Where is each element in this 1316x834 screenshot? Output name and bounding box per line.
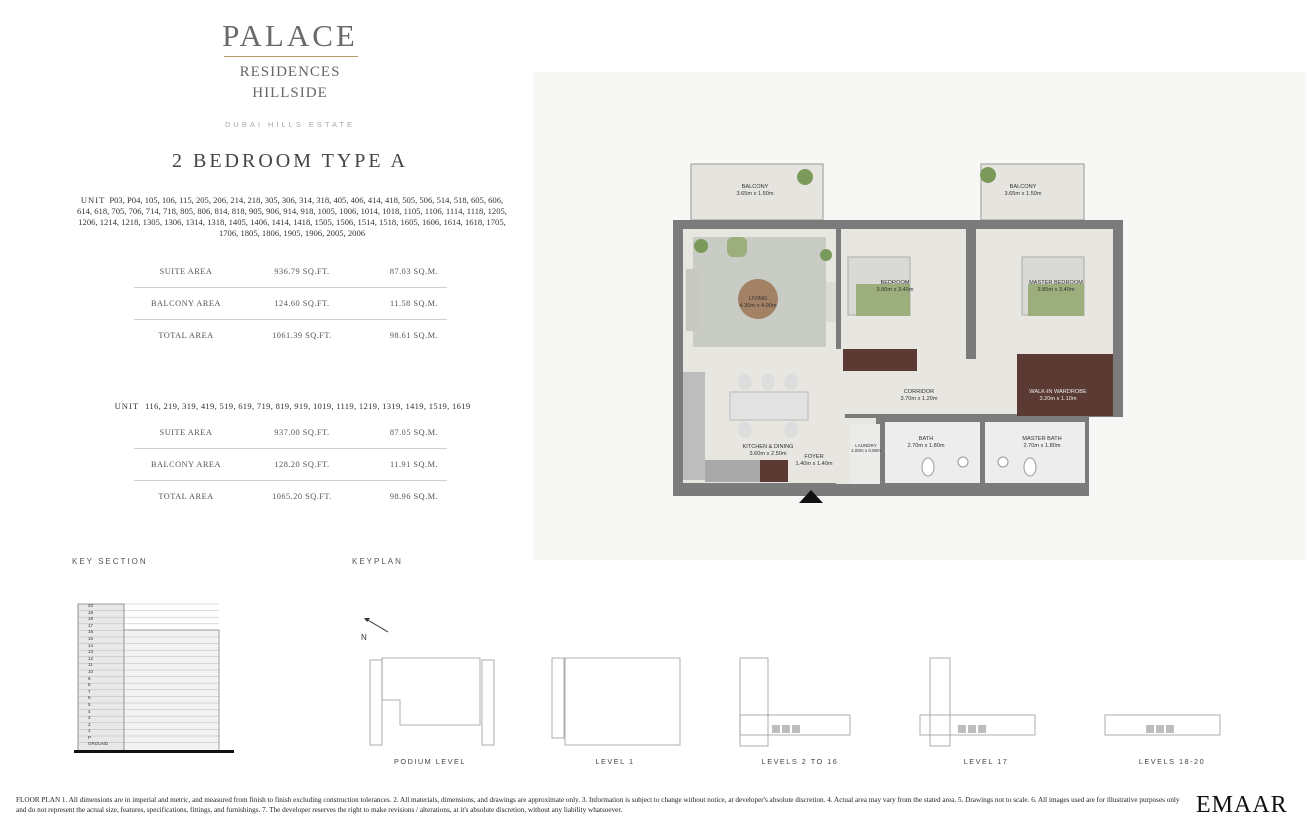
area-row-suite-2: [134, 417, 447, 449]
area-sqft: 128.20 SQ.FT.: [274, 460, 330, 469]
area-label: TOTAL AREA: [158, 331, 214, 340]
plant: [797, 169, 813, 185]
floor-label: 15: [88, 635, 94, 641]
floor-label: 5: [88, 701, 91, 707]
area-sqm: 87.03 SQ.M.: [389, 267, 439, 276]
floor-label: 2: [88, 721, 91, 727]
keyplan-podium: [382, 658, 480, 725]
floor-label: 11: [88, 662, 93, 668]
unit-list-group1: [76, 195, 508, 239]
unit-numbers: P03, P04, 105, 106, 115, 205, 206, 214, 218, 305, 306, 314, 318, 405, 406, 414, 418, 505, 506, 514, 518, 605, 606, 614, 618, 705, 706, 714, 718, 805, 806, 814, 818, 905, 906, 914, 918, 1005, 1006, 1014, 1018, 1105, 1106, 1114, 1118, 1205, 1206, 1214, 1218, 1305, 1306, 1314, 1318, 1405, 1406, 1414, 1418, 1505, 1506, 1514, 1518, 1605, 1606, 1614, 1618, 1705, 1706, 1805, 1806, 1905, 1906, 2005, 2006: [77, 195, 507, 238]
room-name: WALK-IN WARDROBE: [1029, 389, 1087, 395]
area-label: SUITE AREA: [159, 267, 213, 276]
room-dim: 4.30m x 4.00m: [739, 303, 777, 309]
room-dim: 3.60m x 2.50m: [749, 451, 787, 457]
room-name: CORRIDOR: [903, 389, 935, 395]
keyplan-title: KEYPLAN: [352, 557, 403, 566]
room-balcony-left: [725, 184, 785, 198]
area-label: BALCONY AREA: [151, 299, 221, 308]
room-name: BATH: [918, 436, 934, 442]
area-row-total-2: [134, 481, 447, 512]
logo-title: PALACE: [222, 18, 358, 53]
room-dim: 3.65m x 1.50m: [1004, 191, 1042, 197]
room-walkin-wardrobe: [1022, 389, 1094, 403]
logo-line2: HILLSIDE: [252, 85, 328, 101]
area-row-balcony-2: [134, 449, 447, 481]
area-sqft: 124.60 SQ.FT.: [274, 299, 330, 308]
area-label: SUITE AREA: [159, 428, 213, 437]
unit-list-group2: [60, 401, 525, 411]
floor-label: 6: [88, 695, 91, 701]
room-bath: [896, 436, 956, 450]
room-laundry: [846, 443, 886, 453]
room-dim: 1.40m x 1.40m: [795, 461, 833, 467]
room-name: LAUNDRY: [855, 443, 877, 448]
room-name: BEDROOM: [880, 280, 910, 286]
keyplan-level17: [930, 658, 950, 746]
kitchen-counter: [683, 372, 705, 480]
disclaimer-footnote: FLOOR PLAN 1. All dimensions are in imperial and metric, and measured from finish to finish excluding construction tolerances. 2. All materials, dimensions, and drawings are approximate only. 3. Information is subject to change without notice, at developer's absolute discretion. 4. Actual area may vary from the stated area. 5. Drawings not to scale. 6. All images used are for illustrative purposes only and do not represent the actual size, features, specifications, fittings, and furnishings. 7. The developer reserves the right to make revisions / alterations, at it's absolute discretion, without any liability whatsoever.: [16, 796, 1180, 814]
logo-line1: RESIDENCES: [239, 64, 341, 80]
room-dim: 2.70m x 1.80m: [907, 443, 945, 449]
plant: [694, 239, 708, 253]
tagline: DUBAI HILLS ESTATE: [225, 120, 355, 129]
floor-label: P: [88, 734, 92, 740]
area-sqm: 11.91 SQ.M.: [389, 460, 439, 469]
floor-label: 16: [88, 629, 94, 635]
room-dim: 3.65m x 1.50m: [736, 191, 774, 197]
room-dim: 3.70m x 1.20m: [900, 396, 938, 402]
key-section-title: KEY SECTION: [72, 557, 148, 566]
floor-label: GROUND: [88, 741, 108, 747]
dining-table: [730, 392, 808, 420]
area-sqft: 937.00 SQ.FT.: [274, 428, 330, 437]
area-sqft: 1065.20 SQ.FT.: [272, 492, 332, 501]
unit-numbers: 116, 219, 319, 419, 519, 619, 719, 819, 919, 1019, 1119, 1219, 1319, 1419, 1519, 1619: [145, 401, 471, 411]
room-dim: 1.00m x 0.90m: [851, 448, 881, 453]
room-dim: 3.90m x 3.40m: [876, 287, 914, 293]
floor-label: 12: [88, 655, 94, 661]
room-bedroom: [864, 280, 926, 294]
armchair: [727, 237, 747, 257]
area-label: TOTAL AREA: [158, 492, 214, 501]
room-name: KITCHEN & DINING: [742, 444, 794, 450]
floor-label: 17: [88, 622, 94, 628]
floor-plan: [533, 72, 1306, 560]
floor-label: 3: [88, 715, 91, 721]
area-label: BALCONY AREA: [151, 460, 221, 469]
floor-label: 1: [88, 728, 91, 734]
walk-in-wardrobe: [1017, 354, 1113, 416]
area-row-total-1: [134, 320, 447, 351]
room-dim: 2.70m x 1.80m: [1023, 443, 1061, 449]
keyplan-level1: [565, 658, 680, 745]
room-living: [728, 296, 788, 310]
unit-label: UNIT: [114, 401, 140, 411]
area-row-balcony-1: [134, 288, 447, 320]
keyplan-level17-label: LEVEL 17: [963, 757, 1009, 766]
room-master-bath: [1012, 436, 1072, 450]
keyplan-level1-label: LEVEL 1: [595, 757, 635, 766]
area-sqm: 87.05 SQ.M.: [389, 428, 439, 437]
floor-label: 8: [88, 682, 91, 688]
laundry-floor: [850, 424, 880, 484]
floor-label: 19: [88, 609, 94, 615]
room-foyer: [787, 454, 841, 468]
floor-label: 13: [88, 649, 94, 655]
floor-label: 18: [88, 616, 94, 622]
area-row-suite-1: [134, 256, 447, 288]
floor-label: 7: [88, 688, 91, 694]
area-sqft: 936.79 SQ.FT.: [274, 267, 330, 276]
sofa: [686, 269, 700, 331]
room-name: MASTER BEDROOM: [1029, 280, 1083, 286]
plant: [820, 249, 832, 261]
keyplan-level18-20-label: LEVELS 18-20: [1138, 757, 1206, 766]
room-corridor: [888, 389, 950, 403]
area-sqft: 1061.39 SQ.FT.: [272, 331, 332, 340]
room-dim: 3.85m x 3.40m: [1037, 287, 1075, 293]
master-bath-floor: [985, 422, 1085, 483]
room-name: BALCONY: [1009, 184, 1037, 190]
room-name: MASTER BATH: [1022, 436, 1062, 442]
unit-label: UNIT: [80, 195, 106, 205]
bedroom-wardrobe: [843, 349, 917, 371]
area-sqm: 98.61 SQ.M.: [389, 331, 439, 340]
keyplan-level2-16: [740, 658, 768, 746]
room-name: LIVING: [748, 296, 768, 302]
floor-label: 14: [88, 642, 94, 648]
room-balcony-right: [993, 184, 1053, 198]
room-name: BALCONY: [741, 184, 769, 190]
plant: [980, 167, 996, 183]
room-name: FOYER: [804, 454, 824, 460]
keyplan-drawings: [360, 650, 1260, 750]
room-master-bedroom: [1020, 280, 1092, 294]
key-section-floors: [88, 603, 108, 748]
floor-label: 20: [88, 603, 94, 608]
area-sqm: 11.58 SQ.M.: [389, 299, 439, 308]
room-dim: 3.20m x 1.10m: [1039, 396, 1077, 402]
unit-type-title: 2 BEDROOM TYPE A: [172, 150, 408, 172]
logo-divider: [224, 56, 358, 57]
north-label: N: [361, 633, 367, 642]
keyplan-level2-16-label: LEVELS 2 TO 16: [761, 757, 839, 766]
area-sqm: 98.96 SQ.M.: [389, 492, 439, 501]
floor-label: 9: [88, 675, 91, 681]
emaar-logo: EMAAR: [1196, 792, 1288, 818]
keyplan-podium-label: PODIUM LEVEL: [394, 757, 466, 766]
floor-label: 10: [88, 668, 94, 674]
floor-label: 4: [88, 708, 91, 714]
